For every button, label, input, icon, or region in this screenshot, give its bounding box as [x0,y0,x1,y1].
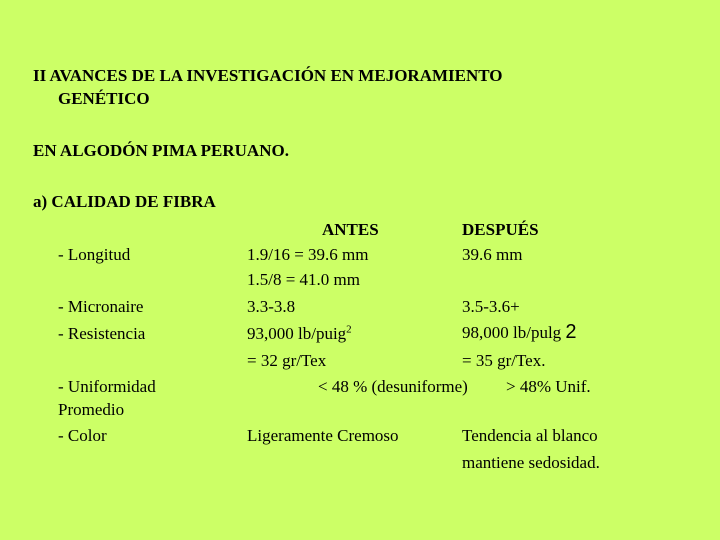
resistencia-despues-2: = 35 gr/Tex. [462,351,546,370]
micronaire-antes: 3.3‐3.8 [247,297,296,316]
section-title: a) CALIDAD DE FIBRA [33,192,216,211]
label-resistencia: ‐ Resistencia [58,324,146,343]
resistencia-despues-1 [462,322,577,343]
micronaire-despues: 3.5‐3.6+ [462,297,520,316]
label-longitud: ‐ Longitud [58,245,131,264]
label-color: ‐ Color [58,426,107,445]
color-antes: Ligeramente Cremoso [247,426,399,445]
heading-line-3: EN ALGODÓN PIMA PERUANO. [33,141,289,160]
label-uniformidad-2: Promedio [58,400,125,419]
resistencia-antes-1-text: 93,000 lb/puig [247,324,347,343]
uniformidad-despues: > 48% Unif. [506,377,591,396]
column-header-antes: ANTES [322,220,379,239]
heading-line-2: GENÉTICO [58,89,150,108]
color-despues-2: mantiene sedosidad. [462,453,600,472]
longitud-despues: 39.6 mm [462,245,523,264]
label-micronaire: ‐ Micronaire [58,297,144,316]
column-header-despues: DESPUÉS [462,220,539,239]
resistencia-despues-1-sup: 2 [565,321,577,343]
color-despues-1: Tendencia al blanco [462,426,598,445]
heading-line-1: II AVANCES DE LA INVESTIGACIÓN EN MEJORAMIENTO [33,66,503,85]
uniformidad-antes: < 48 % (desuniforme) [318,377,468,396]
resistencia-antes-1 [247,324,352,344]
resistencia-despues-1-text: 98,000 lb/pulg [462,323,562,342]
resistencia-antes-2: = 32 gr/Tex [247,351,327,370]
longitud-antes-2: 1.5/8 = 41.0 mm [247,270,361,289]
longitud-antes-1: 1.9/16 = 39.6 mm [247,245,369,264]
label-uniformidad-1: ‐ Uniformidad [58,377,156,396]
resistencia-antes-1-sup: 2 [346,323,352,336]
